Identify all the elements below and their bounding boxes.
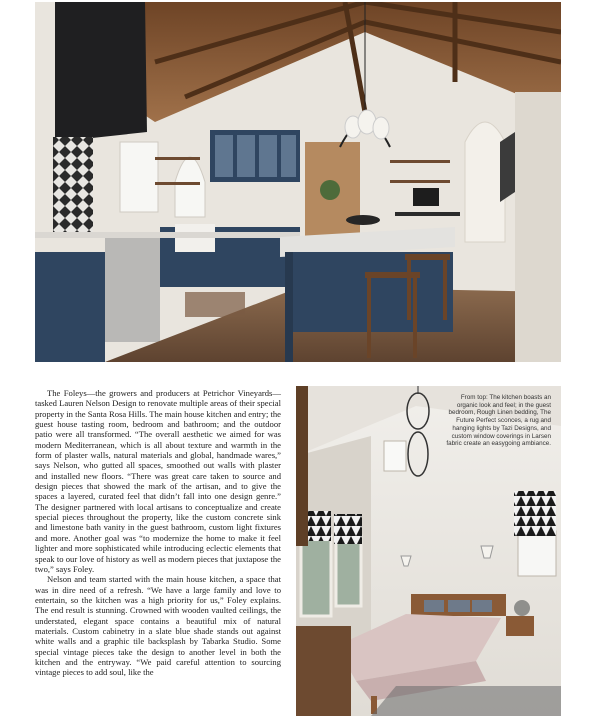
bedroom-photo — [296, 386, 561, 716]
kitchen-illustration — [35, 2, 561, 362]
kitchen-photo — [35, 2, 561, 362]
photo-caption: From top: The kitchen boasts an organic look and feel; in the guest bedroom, Rough Linen bedding, The Future Perfect sconces, a rug and hanging lights by Tazi Designs, and custom window coverings in Larsen fabric create an easygoing ambiance. — [446, 394, 551, 448]
article-paragraph-1: The Foleys—the growers and producers at Petrichor Vineyards—tasked Lauren Nelson Design to renovate multiple areas of their special property in the Santa Rosa Hills. The main house kitchen and entry; the guest house tasting room, bedroom and bathroom; and the outdoor patio were all transformed. “The overall aesthetic we aimed for was modern Mediterranean, which is all about texture and warmth in the form of plaster walls, natural materials and global, handmade wares,” says Nelson, who gutted all spaces, smoothed out walls with plaster and installed new floors. “There was great care taken to source and design pieces that showed the mark of the artisan, and to give the spaces a layered, curated feel that didn’t fall into one design genre.” The designer partnered with local artisans to conceptualize and create special pieces throughout the property, like the custom concrete sink and limestone bath vanity in the guest bathroom, custom light fixtures and more. Another goal was “to modernize the home to make it feel lighter and more sophisticated while introducing eclectic elements that speak to our love of history as well as modern pieces that juxtapose the two,” says Foley. — [35, 388, 281, 574]
article-body — [35, 388, 281, 678]
article-paragraph-2: Nelson and team started with the main house kitchen, a space that was in dire need of a refresh. “We have a large family and love to entertain, so the kitchen was a high priority for us,” Foley explains. The end result is stunning. Crowned with wooden vaulted ceilings, the understated, elegant space contains a beautiful mix of natural materials. Custom cabinetry in a slate blue shade stands out against white walls and a graphic tile backsplash by Tabarka Studio. Some special vintage pieces take the design to another level in both the kitchen and the entryway. “We paid careful attention to sourcing vintage pieces to add soul, like the — [35, 574, 281, 678]
